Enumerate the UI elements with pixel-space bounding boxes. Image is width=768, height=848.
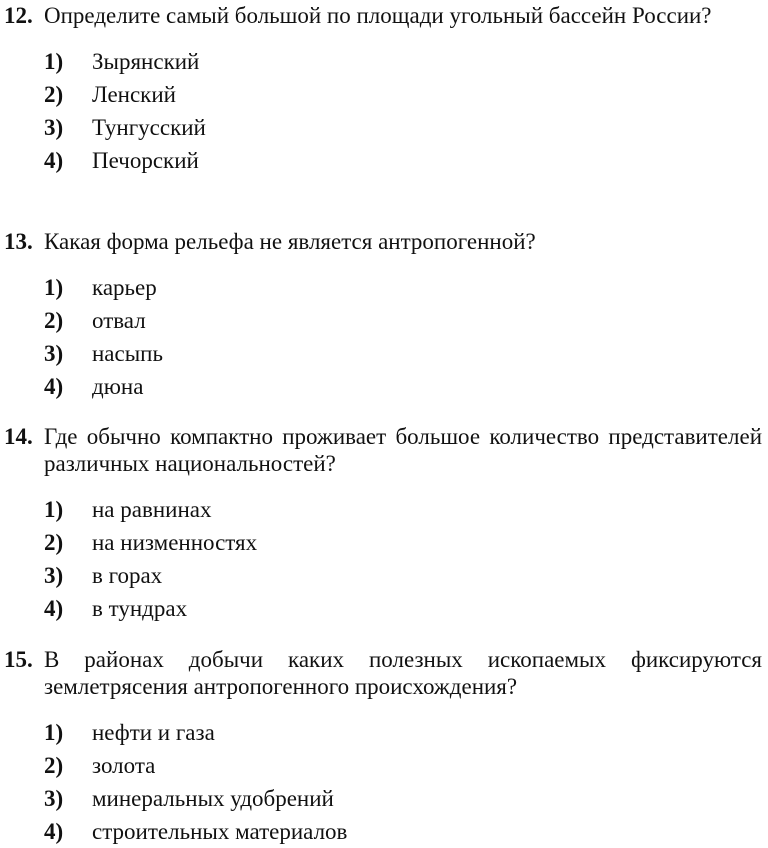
option-label: в горах xyxy=(92,563,163,588)
question-text: Где обычно компактно проживает большое количество представителей различных национальностей? xyxy=(44,424,762,476)
option-number: 1) xyxy=(44,49,64,74)
question-number: 13. xyxy=(4,229,33,254)
answer-option[interactable] xyxy=(0,526,768,559)
option-label: минеральных удобрений xyxy=(92,786,334,811)
option-number: 2) xyxy=(44,82,64,107)
answer-options xyxy=(0,493,768,625)
question-number: 14. xyxy=(4,424,33,449)
option-number: 4) xyxy=(44,374,64,399)
answer-options xyxy=(0,45,768,177)
question-text: Определите самый большой по площади угольный бассейн России? xyxy=(44,3,712,28)
option-number: 3) xyxy=(44,563,64,588)
answer-options xyxy=(0,271,768,403)
answer-option[interactable] xyxy=(0,592,768,625)
answer-option[interactable] xyxy=(0,559,768,592)
answer-option[interactable] xyxy=(0,45,768,78)
answer-option[interactable] xyxy=(0,304,768,337)
option-number: 4) xyxy=(44,148,64,173)
answer-option[interactable] xyxy=(0,782,768,815)
option-number: 3) xyxy=(44,341,64,366)
option-label: нефти и газа xyxy=(92,720,215,745)
question-header xyxy=(0,423,768,477)
option-label: карьер xyxy=(92,275,157,300)
answer-option[interactable] xyxy=(0,370,768,403)
answer-option[interactable] xyxy=(0,716,768,749)
option-label: на низменностях xyxy=(92,530,258,555)
option-number: 3) xyxy=(44,786,64,811)
option-label: дюна xyxy=(92,374,144,399)
option-label: отвал xyxy=(92,308,146,333)
answer-option[interactable] xyxy=(0,337,768,370)
option-number: 3) xyxy=(44,115,64,140)
option-label: на равнинах xyxy=(92,497,212,522)
answer-option[interactable] xyxy=(0,271,768,304)
option-number: 1) xyxy=(44,497,64,522)
answer-option[interactable] xyxy=(0,78,768,111)
option-label: золота xyxy=(92,753,156,778)
option-label: в тундрах xyxy=(92,596,188,621)
answer-option[interactable] xyxy=(0,749,768,782)
question-15 xyxy=(0,646,768,848)
option-label: Печорский xyxy=(92,148,199,173)
answer-option[interactable] xyxy=(0,111,768,144)
option-number: 1) xyxy=(44,720,64,745)
option-number: 2) xyxy=(44,308,64,333)
question-text: В районах добычи каких полезных ископаемых фиксируются землетрясения антропогенного происхождения? xyxy=(44,647,762,699)
option-number: 2) xyxy=(44,530,64,555)
question-14 xyxy=(0,423,768,625)
option-label: Тунгусский xyxy=(92,115,206,140)
question-number: 15. xyxy=(4,647,33,672)
option-number: 4) xyxy=(44,819,64,844)
answer-options xyxy=(0,716,768,848)
question-header xyxy=(0,2,768,29)
question-header xyxy=(0,228,768,255)
option-number: 2) xyxy=(44,753,64,778)
question-12 xyxy=(0,2,768,177)
option-label: Зырянский xyxy=(92,49,200,74)
option-label: Ленский xyxy=(92,82,176,107)
answer-option[interactable] xyxy=(0,815,768,848)
answer-option[interactable] xyxy=(0,144,768,177)
option-number: 1) xyxy=(44,275,64,300)
question-header xyxy=(0,646,768,700)
option-label: строительных материалов xyxy=(92,819,348,844)
question-text: Какая форма рельефа не является антропогенной? xyxy=(44,229,536,254)
question-13 xyxy=(0,228,768,403)
option-label: насыпь xyxy=(92,341,163,366)
option-number: 4) xyxy=(44,596,64,621)
answer-option[interactable] xyxy=(0,493,768,526)
question-number: 12. xyxy=(4,3,33,28)
